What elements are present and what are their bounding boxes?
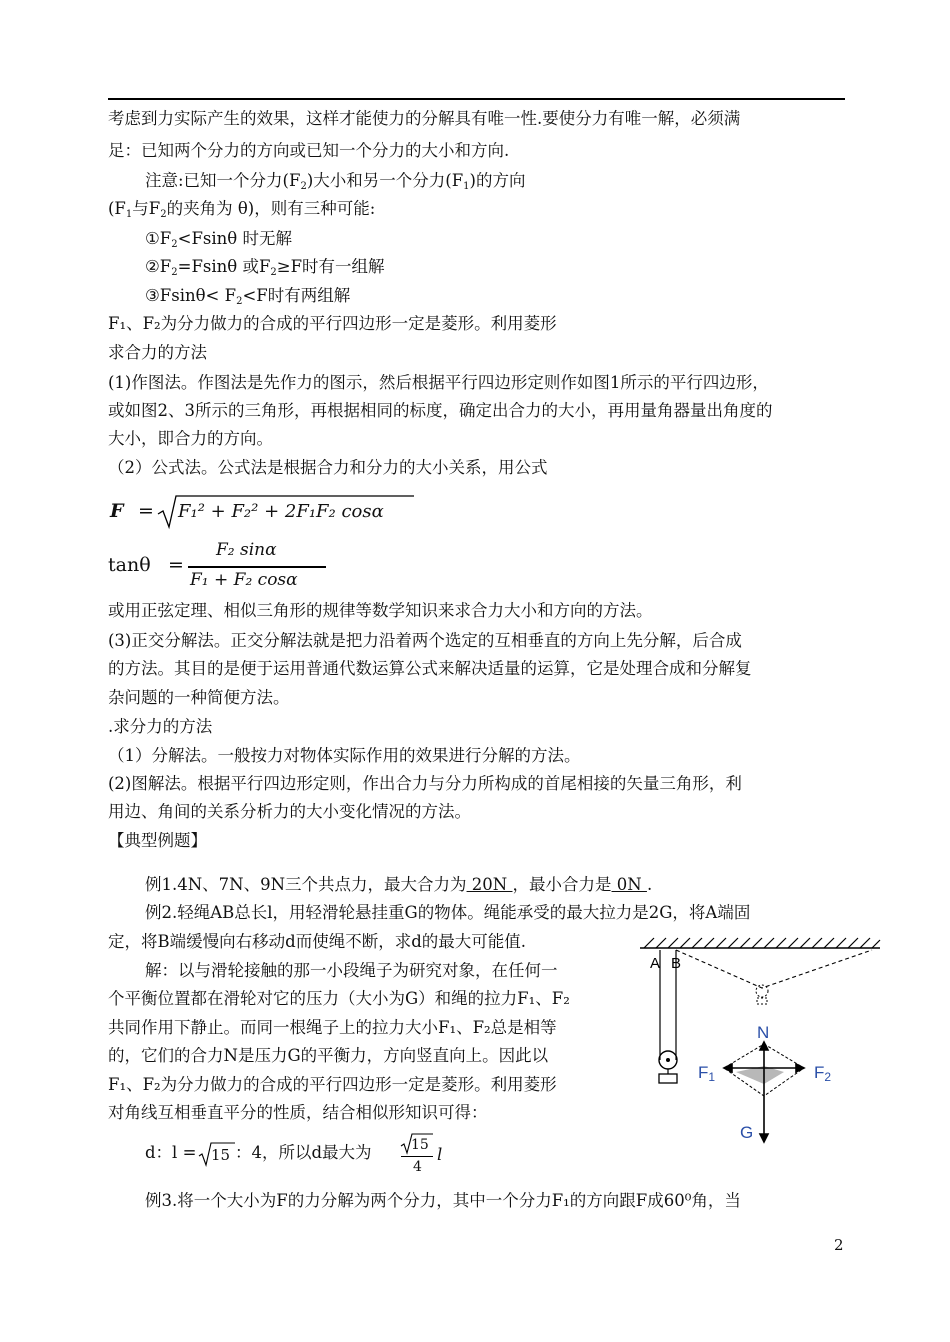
weight-block <box>659 1074 677 1083</box>
section-heading: F₁、F₂为分力做力的合成的平行四边形一定是菱形。利用菱形 <box>108 314 557 333</box>
pulley-force-diagram <box>636 932 882 1150</box>
condition-line: $①F_2<Fsin\theta$ 时无解 <box>145 229 292 250</box>
label-f1: F1 <box>698 1063 716 1084</box>
formula-body: F₁² + F₂² + 2F₁F₂ cosα <box>178 501 384 522</box>
text-line: 杂问题的一种简便方法。 <box>108 688 290 707</box>
condition-line: $②F_2=Fsin\theta$ 或$F_2\ge F$时有一组解 <box>145 257 385 278</box>
result-line: d：l = 15 ：4，所以d最大为 15 4 l <box>145 1132 465 1176</box>
formula-lhs: F <box>110 500 124 522</box>
text-line: 大小，即合力的方向。 <box>108 429 273 448</box>
label-n: N <box>757 1023 770 1042</box>
solution-line: 共同作用下静止。而同一根绳子上的拉力大小F₁、F₂总是相等 <box>108 1018 557 1037</box>
answer-blank: 0N <box>611 875 647 894</box>
dashed-pulley <box>756 985 768 997</box>
text-line: 考虑到力实际产生的效果，这样才能使力的分解具有唯一性.要使分力有唯一解，必须满 <box>108 109 741 128</box>
formula-denominator: F₁ + F₂ cosα <box>190 570 298 590</box>
text-line: 或用正弦定理、相似三角形的规律等数学知识来求合力大小和方向的方法。 <box>108 601 653 620</box>
ceiling-hatch <box>644 938 880 948</box>
formula-eq: = <box>138 500 154 522</box>
formula-resultant <box>108 492 418 532</box>
example-3: 例3.将一个大小为F的力分解为两个分力，其中一个分力F₁的方向跟F成60⁰角，当 <box>145 1191 741 1210</box>
solution-line: F₁、F₂为分力做力的合成的平行四边形一定是菱形。利用菱形 <box>108 1075 557 1094</box>
dashed-rope <box>676 950 872 988</box>
label-g: G <box>740 1123 754 1142</box>
text-line: ($F_1$与$F_2$的夹角为 θ)，则有三种可能: <box>108 199 376 220</box>
text-line: （2）公式法。公式法是根据合力和分力的大小关系，用公式 <box>108 458 548 477</box>
text-line: (1)作图法。作图法是先作力的图示，然后根据平行四边形定则作如图1所示的平行四边形， <box>108 373 769 392</box>
text-line: 的方法。其目的是便于运用普通代数运算公式来解决适量的运算，它是处理合成和分解复 <box>108 659 752 678</box>
formula-numerator: F₂ sinα <box>216 540 277 560</box>
text-line: (2)图解法。根据平行四边形定则，作出合力与分力所构成的首尾相接的矢量三角形，利 <box>108 774 742 793</box>
page-number: 2 <box>834 1236 844 1254</box>
text-line: (3)正交分解法。正交分解法就是把力沿着两个选定的互相垂直的方向上先分解，后合成 <box>108 631 742 650</box>
label-f2: F2 <box>814 1063 832 1084</box>
fraction-bar <box>188 566 326 568</box>
solution-line: 解：以与滑轮接触的那一小段绳子为研究对象，在任何一 <box>145 961 558 980</box>
text-line: 定，将B端缓慢向右移动d而使绳不断，求d的最大可能值. <box>108 932 526 951</box>
solution-line: 个平衡位置都在滑轮对它的压力（大小为G）和绳的拉力F₁、F₂ <box>108 989 570 1008</box>
solution-line: 对角线互相垂直平分的性质，结合相似形知识可得： <box>108 1103 488 1122</box>
formula-eq: = <box>168 554 184 576</box>
text-line: 用边、角间的关系分析力的大小变化情况的方法。 <box>108 802 471 821</box>
subheading: 求合力的方法 <box>108 343 207 362</box>
text-line: 足：已知两个分力的方向或已知一个分力的大小和方向. <box>108 141 510 160</box>
subheading: 【典型例题】 <box>108 831 207 850</box>
label-b: B <box>671 955 682 972</box>
text-line: （1）分解法。一般按力对物体实际作用的效果进行分解的方法。 <box>108 746 581 765</box>
header-rule <box>108 98 845 100</box>
example-2: 例2.轻绳AB总长l，用轻滑轮悬挂重G的物体。绳能承受的最大拉力是2G，将A端固 <box>145 903 751 922</box>
formula-lhs: tanθ <box>108 554 151 576</box>
solution-line: 的，它们的合力N是压力G的平衡力，方向竖直向上。因此以 <box>108 1046 549 1065</box>
subheading: .求分力的方法 <box>108 717 213 736</box>
example-1: 例1.4N、7N、9N三个共点力，最大合力为 20N ，最小合力是 0N . <box>145 875 653 894</box>
text-line: 注意:已知一个分力$(F_2)$大小和另一个分力$(F_1)$的方向 <box>145 171 526 192</box>
text-line: 或如图2、3所示的三角形，再根据相同的标度，确定出合力的大小，再用量角器量出角度的 <box>108 401 773 420</box>
answer-blank: 20N <box>466 875 513 894</box>
condition-line: ③Fsinθ< $F_2<F$时有两组解 <box>145 286 351 307</box>
formula-angle <box>108 540 348 594</box>
label-a: A <box>650 955 661 972</box>
